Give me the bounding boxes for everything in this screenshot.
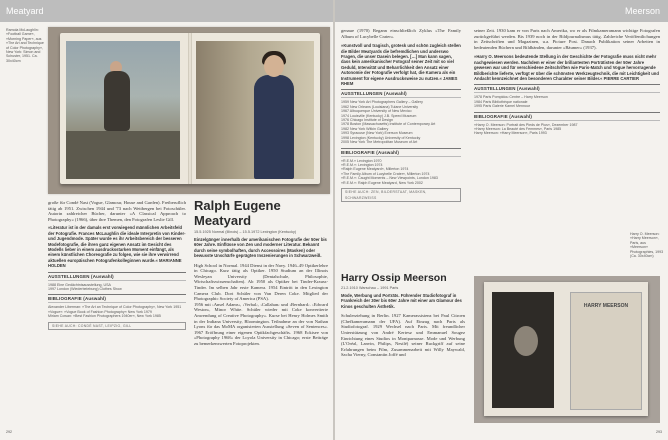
running-head-right (335, 0, 668, 22)
running-head-left (0, 0, 333, 22)
list-item: »Harry O. Meerson: Portrait des Pieds de Pius«, Dezember 1987 (474, 122, 578, 127)
list-item: »R.E.M.« Lexington 1970 (341, 158, 382, 163)
list-item: »R.E.M.«: Lexington 1974 (341, 162, 383, 167)
list-item: 1978 Paris Pompidou Centre – Harry Meerson (474, 95, 548, 100)
list-item: »Ralph Eugene Meatyard«, Millerton 1974 (341, 167, 409, 172)
left-col1-quote: »Literatur ist in der damals erst vorwiegend männlichen Arbeitsfeld der Fotografie. Frances McLaughlin die ideale Interpretin von Kinder- und Jugendmode. Später wurde es ihr Arbeitsbereich der besseren Modefotografie, die ihren ganz eigenen Ansatz im Gesicht des Modells lieber in einem ausdrucksstarken Moment einfängt, als einem künstlichen Choreografie zu folgen, wie sie ihre verwirrend aktuellen europäischen Fotografenkolleginnen wurde.« MARIANNE HOLDEN (48, 225, 186, 269)
list-item: 1998 Lexington (Kentucky) University of Kentucky (341, 135, 421, 140)
book-cover-photo (474, 276, 660, 423)
left-see-also: SIEHE AUCH: CONDÉ NAST, LEIPZIG, GILL (48, 322, 186, 330)
meerson-photo-caption: Harry O. Meerson: »Harry Meerson«, Paris, aus »Meerson« Photographies, 1993 (Ca. 30x40cm) (630, 232, 664, 259)
left-column-1 (48, 200, 186, 330)
left-bibliography-list (48, 305, 186, 318)
book-left-photo (66, 41, 180, 179)
right-page (335, 0, 668, 440)
list-item: Alexander Liberman: »The Art an Technique of Color Photography«, New York 1951 (48, 305, 182, 310)
right-col1-top: genaue (1970) Begann einschließlich Zyklus »The Family Album of Lucybelle Crater«. (341, 28, 461, 39)
list-item: 1982 New York Witkin Gallery (341, 126, 389, 131)
list-item: »R.E.M.«: Ralph Eugene Meatyard, New York 2002 (341, 180, 423, 185)
list-item: 1962 New Orleans (Louisiana) Tulane University (341, 104, 419, 109)
person-lead-meerson: Mode, Werbung und Porträts. Führender Studiofotograf in Frankreich der 30er bis 60er Jahre mit einer am Glamour des Kinos geschulten Ästhetik. (341, 293, 462, 309)
list-item: 1995 Paris Galerie Kamel Mennour (474, 104, 531, 109)
list-item: Harry Meerson: »Harry Meerson«, Paris 1993 (474, 131, 547, 136)
list-item: 1959 New York Art Photographers Gallery – Gallery (341, 100, 423, 105)
list-item: 1997 London (Wiederbelebung) Clothes Show (48, 287, 122, 292)
side-caption: Ramola McLaughlin: »Football Game«, »Morning Paper«, aus »The Art and Technique of Color Photography«, New York: Simon and Schuster, 1951. Ca. 30x40cm (6, 28, 44, 63)
book-cover (570, 292, 642, 410)
person-dates-meerson: 21.2.1910 Warschau – 1991 Paris (341, 286, 399, 290)
person-name-meatyard: Ralph Eugene Meatyard (194, 198, 281, 228)
right-col2-exhibitions-head: AUSSTELLUNGEN (Auswahl) (474, 84, 660, 93)
left-bibliography-head: BIBLIOGRAFIE (Auswahl) (48, 294, 186, 303)
left-page (0, 0, 333, 440)
person-dates-meatyard: 15.5.1925 Normal (Illinois) – 15.5.1972 Lexington (Kentucky) (194, 230, 297, 234)
list-item: 1978 Boston (Massachusetts) Institute of Contemporary Art (341, 122, 436, 127)
right-column-2 (474, 28, 660, 136)
list-item: »Vogue«: »Vogue Book of Fashion Photography« New York 1979 (48, 309, 152, 314)
person-name-meerson: Harry Ossip Meerson (341, 272, 447, 284)
running-head-right-label: Meerson (624, 6, 660, 16)
person-text-meatyard-b: 1956 mit ›Ansel Adams‹, ›Verbal‹, ›Callahan‹ und ›Bernhard‹. ›Edward Weston‹, Minor White. Schüler wieder mit Coke konvertierte Anwendung of Creative Photography«. Kurse bei Henry Holmes Smith in der Indiana University, Bloomington. Teilnahme an der von Nathan Lyons für das MoMA organisierten Ausstellung »Seven of Sentences«. 1967 Eröffnung einer eigenen Optikfachgeschäfts. 1968 Eckisee von »Photography 1968« der Loyola University in Chicago; erste Beiträge zu bemerkenswerten Fotoprojekten. (194, 301, 328, 346)
right-col2-bibliography-head: BIBLIOGRAFIE (Auswahl) (474, 112, 660, 121)
right-see-also: SIEHE AUCH: ZEN, BILDERSTAAT, MASKEN, SCHWARZWEISS (341, 188, 461, 202)
right-col2-exhibitions-list (474, 95, 660, 108)
person-text-meerson: Schulerziehung in Berlin. 1927 Kamerassistenz bei Paul Citroen (Chefkameramann der UFA). Auf Einzug nach Paris als Studiofotograf. 1929 Wechsel nach Paris. Mit freundlicher Unterstützung von André Kertesz und Emmanuel Sougez Einrichtung eines Studios in Montparnasse. Mode und Werbung (L'Oréal, Lanvin, Philips, Nestlé) seiner Ruckgriff auf seine Erfahrungen beim Film, Zusammenarbeit mit Willy Maywald, Sacha Vierny, Constantin Joffé und (341, 313, 465, 358)
person-lead-meatyard: Einzelgänger innerhalb der amerikanischen Fotografie der 50er bis 60er Jahre. Einflüsse von Zen und moderner Literatur. Bekannt durch seine symbolhaften, durch Accessoires (Masken) oder bewusste Unschärfe geprägten Inszenierungen in Schwarzweiß. (194, 237, 327, 259)
list-item: 1988 Eine Gedächtnisausstellung, USA (48, 282, 111, 287)
right-col2-text: seiner Zeit. 1930 kam er von Paris nach Amerika, wo er als Filmkameramann wichtige Fotografen zurückgeführt werden. Bis 1939 noch in der Bildjournalismus tätig. Zahlreiche Veröffentlichungen in Zeitschriften und Magazinen, u.a. Picture Post. Danach Publikation seiner Arbeiten in bedeutenden Büchern und Bildbänden, darunter »Bäumer« (1937). (474, 28, 660, 50)
meerson-book (484, 282, 648, 416)
list-item: 1976 Chicago Institute of Design (341, 118, 393, 123)
person-text-meatyard-a: High School in Normal. 1944 Dienst in der Navy. 1946–49 Optikerlehre in Chicago. Kurz tätig als Optiker. 1950 Studium an der Illinois Wesleyan University (Dentalschule, Philosophie, Wirtschaftswissenschaften). Ab 1950 als Optiker bei Tinder-Krauss-Tinder. Im selben Jahr erste Kamera. 1954 Eintritt in den Lexington Camera Club. Dort Schüler von Van Deren Coke. Mitglied der Photographic Society of America (PSA). (194, 262, 328, 302)
page-number-right: 293 (656, 430, 662, 434)
list-item: »Harry Meerson: La Beauté des Femmes«, Paris 1985 (474, 127, 562, 132)
book-cover-title: HARRY MEERSON (583, 303, 629, 309)
book-spread-photo (48, 27, 330, 194)
meerson-entry (341, 272, 465, 358)
open-book (60, 33, 320, 184)
list-item: »R.E.M.«: Caught Moments – New Viewpoints, London 1983 (341, 176, 438, 181)
list-item: 1974 Louisville (Kentucky) J.B. Speed Museum (341, 113, 417, 118)
right-col1-quote: »Kunstvoll und tragisch, grotesk und schön zugleich stellen die Bilder Meatyards die befremdlichen und anderswo Fragen, die unser Dasein belegen. […] Man kann sagen, dass kein amerikanischer Fotograf seiner Zeit mit so viel Geduld, Intensität und Beharrlichkeit den Ansatz einer Autonomie der Fotografie verfolgt hat, die Kamera als ein Instrument für eigene Ausdrucksweise zu nutzen.« JAMES RHEM (341, 43, 461, 87)
right-column-1 (341, 28, 461, 202)
list-item: »The Family Album of Lucybelle Crater«, Millerton 1974 (341, 171, 430, 176)
running-head-left-label: Meatyard (6, 6, 44, 16)
list-item: 1967 Albuquerque University of New Mexico (341, 109, 412, 114)
list-item: 1993 Syracuse (New York) Everson Museum (341, 131, 413, 136)
right-exhibitions-list (341, 100, 461, 144)
list-item: Miriam Cowan: »Best Fashion Photographers 1940er«, New York 1985 (48, 314, 161, 319)
right-bibliography-list (341, 159, 461, 185)
book-right-photo (196, 41, 314, 179)
list-item: 2005 New York The Metropolitan Museum of Art (341, 140, 418, 145)
right-col2-quote: »Harry O. Meersons bedeutende Stellung in der Geschichte der Fotografie muss nicht mehr nachgewiesen werden. Nachdem er einer der brillantesten Porträtisten der 50er Jahre gewesen war und für verschiedene Zeitschriften wie Paris-Match und Vogue hervorragende Bildberichte lieferte, verfügt er über die schönsten Werkzeugtechnik, die mit Leichtigkeit und Andacht kennzeichnet den besonderen Charakter seiner Bilder.« PIERRE CARTIER (474, 54, 659, 81)
right-exhibitions-head: AUSSTELLUNGEN (Auswahl) (341, 89, 461, 98)
left-exhibitions-head: AUSSTELLUNGEN (Auswahl) (48, 272, 186, 281)
left-exhibitions-list (48, 283, 186, 292)
left-col1-text: große für Condé Nast (Vogue, Glamour, House and Garden). Freiberuflich tätig ab 1951. Zwischen 1944 und '73 nach Wettbergen bei Fotoschüler. Autorin zahlreicher Bücher, darunter »A Classical Approach to Photography« (1966), über ihre Themen, den Fotografen Leslie Gill. (48, 200, 186, 222)
page-number-left: 292 (6, 430, 12, 434)
left-column-2 (194, 198, 328, 347)
right-col2-bibliography-list (474, 123, 660, 136)
list-item: 1984 Paris Bibliothèque nationale (474, 99, 528, 104)
right-bibliography-head: BIBLIOGRAFIE (Auswahl) (341, 148, 461, 157)
